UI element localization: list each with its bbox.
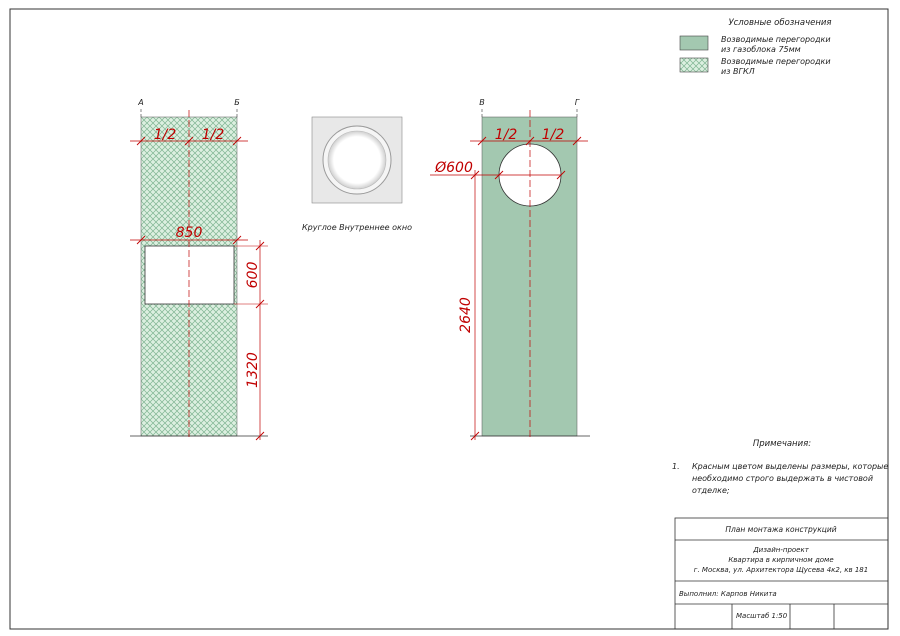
sheet-title: План монтажа конструкций — [725, 525, 837, 534]
dim-diameter: Ø600 — [435, 160, 473, 176]
legend-swatch-gas-block — [680, 36, 708, 50]
project-line-2: Квартира в кирпичном доме — [728, 556, 834, 564]
note-number: 1. — [672, 462, 680, 471]
round-window-detail — [302, 117, 412, 232]
legend-title: Условные обозначения — [728, 18, 832, 28]
legend — [680, 18, 832, 76]
dim-half-right: 1/2 — [201, 127, 225, 143]
title-block — [675, 518, 888, 629]
note-line-1: Красным цветом выделены размеры, которые — [692, 462, 889, 471]
dim-opening-height: 600 — [245, 261, 261, 289]
note-line-3: отделке; — [692, 486, 730, 495]
round-window-caption: Круглое Внутреннее окно — [302, 223, 412, 232]
dim-width: 850 — [175, 225, 203, 241]
axis-label-v: В — [479, 98, 485, 107]
dim-half-right-2: 1/2 — [541, 127, 565, 143]
legend-item-gas-block-line1: Возводимые перегородки — [721, 35, 831, 44]
elevation-a-b — [130, 98, 268, 440]
dim-half-left: 1/2 — [153, 127, 177, 143]
legend-item-gkl-line2: из ВГКЛ — [721, 67, 755, 76]
axis-label-a: А — [138, 98, 144, 107]
axis-label-b: Б — [234, 98, 240, 107]
note-line-2: необходимо строго выдержать в чистовой — [692, 474, 874, 483]
notes-title: Примечания: — [752, 439, 812, 449]
dim-half-left-2: 1/2 — [494, 127, 518, 143]
window-opening — [145, 246, 234, 304]
axis-label-g: Г — [574, 98, 580, 107]
dim-height: 2640 — [458, 297, 474, 333]
project-line-1: Дизайн-проект — [753, 546, 809, 554]
notes — [672, 439, 888, 495]
project-line-3: г. Москва, ул. Архитектора Щусева 4к2, кв 181 — [693, 566, 869, 574]
author: Выполнил: Карпов Никита — [679, 590, 777, 598]
dim-sill-height: 1320 — [245, 352, 261, 388]
scale: Масштаб 1:50 — [736, 612, 788, 620]
legend-swatch-gkl — [680, 58, 708, 72]
legend-item-gas-block-line2: из газоблока 75мм — [721, 45, 801, 54]
elevation-v-g — [430, 98, 590, 440]
legend-item-gkl-line1: Возводимые перегородки — [721, 57, 831, 66]
round-window-glass — [328, 131, 386, 189]
